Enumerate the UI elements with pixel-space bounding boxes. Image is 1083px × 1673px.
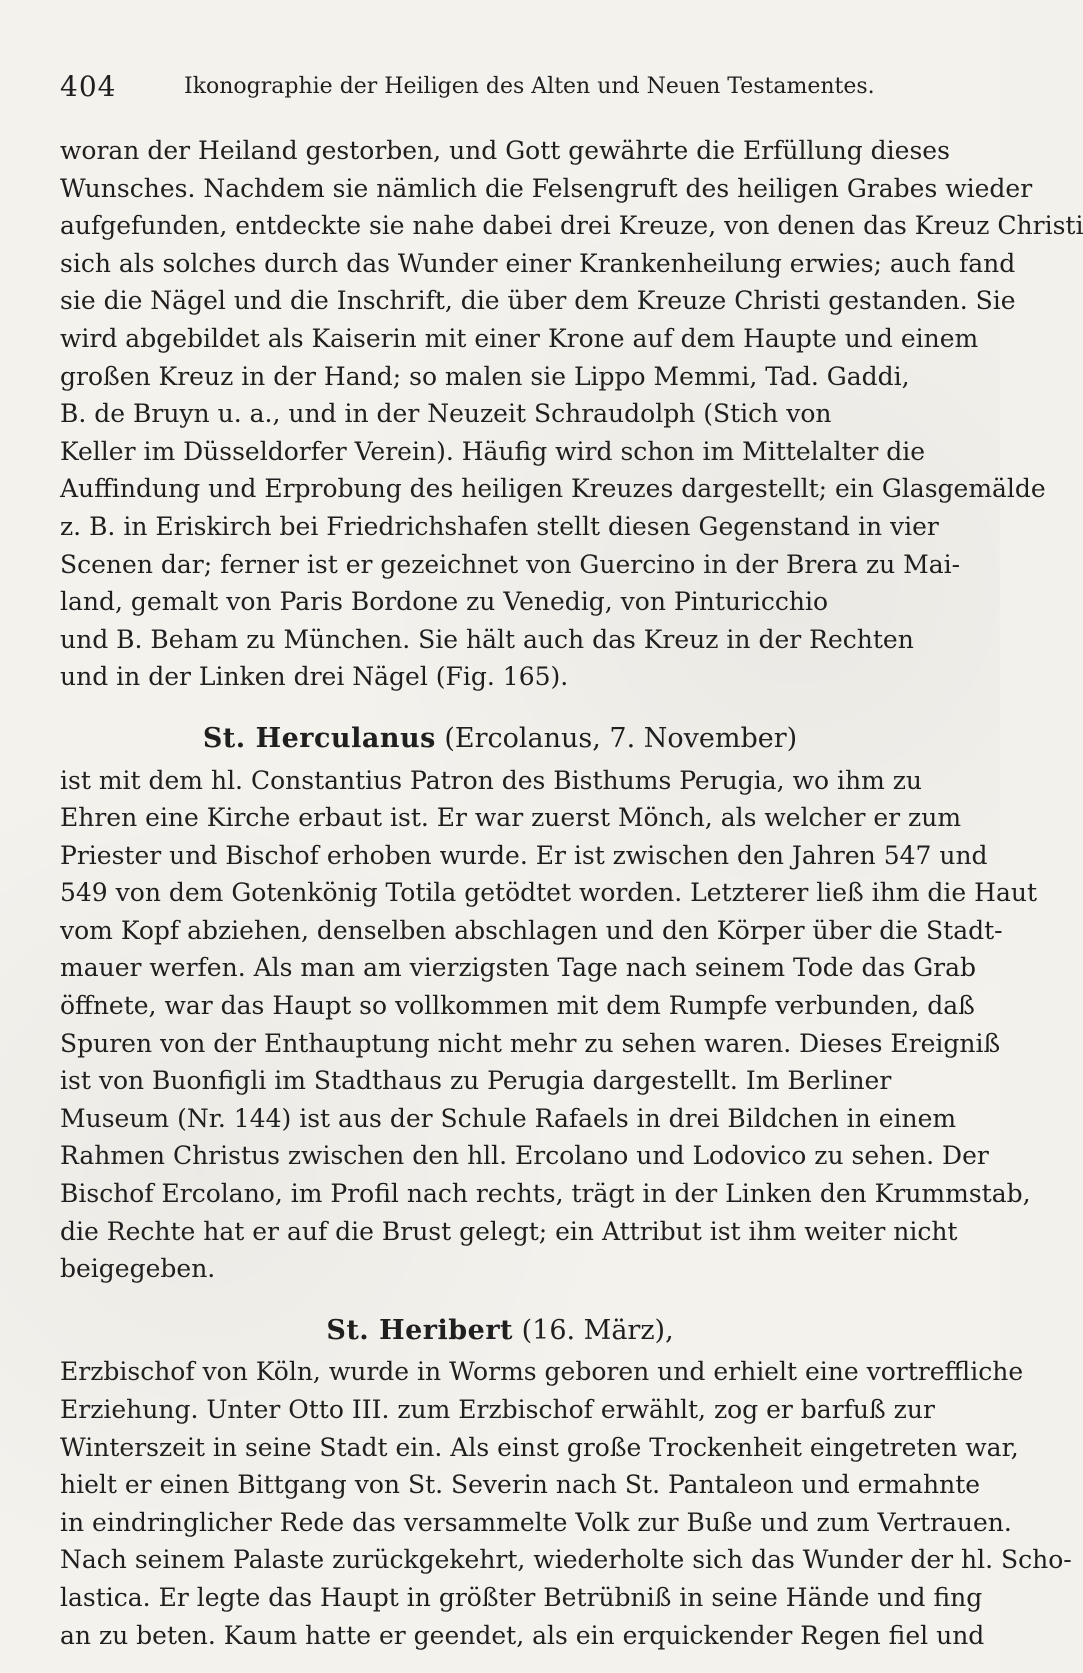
heading-subtitle: (16. März), [513,1314,674,1346]
heading-subtitle: (Ercolanus, 7. November) [435,722,798,754]
text-line: und in der Linken drei Nägel (Fig. 165). [60,662,569,692]
text-line: Auffindung und Erprobung des heiligen Kreuzes dargestellt; ein Glasgemälde [60,474,1046,504]
text-line: ist von Buonfigli im Stadthaus zu Perugia dargestellt. Im Berliner [60,1066,892,1096]
text-line: hielt er einen Bittgang von St. Severin nach St. Pantaleon und ermahnte [60,1470,981,1500]
section-heading-herculanus [60,720,940,758]
text-line: ist mit dem hl. Constantius Patron des Bisthums Perugia, wo ihm zu [60,765,922,795]
text-line: sie die Nägel und die Inschrift, die über dem Kreuze Christi gestanden. Sie [60,286,1016,316]
text-line: land, gemalt von Paris Bordone zu Venedig, von Pinturicchio [60,587,829,617]
text-line: großen Kreuz in der Hand; so malen sie Lippo Memmi, Tad. Gaddi, [60,361,910,391]
page-text [60,132,1083,1654]
text-line: z. B. in Eriskirch bei Friedrichshafen stellt diesen Gegenstand in vier [60,511,939,541]
heading-title: St. Herculanus [202,722,436,754]
text-line: 549 von dem Gotenkönig Totila getödtet worden. Letzterer ließ ihm die Haut [60,878,1038,908]
text-line: Erziehung. Unter Otto III. zum Erzbischof erwählt, zog er barfuß zur [60,1395,935,1424]
text-line: lastica. Er legte das Haupt in größter Betrübniß in seine Hände und fing [60,1582,983,1612]
text-line: Winterszeit in seine Stadt ein. Als einst große Trockenheit eingetreten war, [60,1432,1019,1462]
text-line: Nach seinem Palaste zurückgekehrt, wiederholte sich das Wunder der hl. Scho- [60,1545,1072,1575]
text-line: öffnete, war das Haupt so vollkommen mit dem Rumpfe verbunden, daß [60,991,975,1021]
page-number: 404 [60,70,117,103]
text-line: mauer werfen. Als man am vierzigsten Tage nach seinem Tode das Grab [60,953,977,983]
text-line: die Rechte hat er auf die Brust gelegt; ein Attribut ist ihm weiter nicht [60,1216,958,1246]
text-line: Priester und Bischof erhoben wurde. Er ist zwischen den Jahren 547 und [60,840,988,870]
text-line: und B. Beham zu München. Sie hält auch das Kreuz in der Rechten [60,624,914,654]
text-line: Rahmen Christus zwischen den hll. Ercolano und Lodovico zu sehen. Der [60,1141,989,1171]
text-line: wird abgebildet als Kaiserin mit einer Krone auf dem Haupte und einem [60,323,979,353]
page-header [60,70,940,110]
text-line: an zu beten. Kaum hatte er geendet, als ein erquickender Regen fiel und [60,1620,985,1650]
text-line: Wunsches. Nachdem sie nämlich die Felsengruft des heiligen Grabes wieder [60,173,1033,203]
text-line: in eindringlicher Rede das versammelte Volk zur Buße und zum Vertrauen. [60,1507,1012,1537]
text-line: Keller im Düsseldorfer Verein). Häufig wird schon im Mittelalter die [60,436,926,466]
text-line: Erzbischof von Köln, wurde in Worms geboren und erhielt eine vortreffliche [60,1357,1024,1387]
text-line: vom Kopf abziehen, denselben abschlagen und den Körper über die Stadt- [60,915,1003,945]
text-line: sich als solches durch das Wunder einer Krankenheilung erwies; auch fand [60,248,1016,278]
text-line: Spuren von der Enthauptung nicht mehr zu sehen waren. Dieses Ereigniß [60,1028,1001,1058]
text-line: B. de Bruyn u. a., und in der Neuzeit Schraudolph (Stich von [60,399,832,429]
text-line: Bischof Ercolano, im Profil nach rechts, trägt in der Linken den Krummstab, [60,1179,1031,1209]
section-heading-heribert [60,1312,940,1350]
text-line: Scenen dar; ferner ist er gezeichnet von Guercino in der Brera zu Mai- [60,549,961,579]
text-line: aufgefunden, entdeckte sie nahe dabei drei Kreuze, von denen das Kreuz Christi [60,211,1083,241]
running-head: Ikonographie der Heiligen des Alten und Neuen Testamentes. [184,74,875,99]
text-line: Ehren eine Kirche erbaut ist. Er war zuerst Mönch, als welcher er zum [60,803,962,833]
text-line: beigegeben. [60,1254,216,1284]
text-line: Museum (Nr. 144) ist aus der Schule Rafaels in drei Bildchen in einem [60,1103,957,1133]
text-line: woran der Heiland gestorben, und Gott gewährte die Erfüllung dieses [60,136,950,165]
heading-title: St. Heribert [326,1314,514,1346]
